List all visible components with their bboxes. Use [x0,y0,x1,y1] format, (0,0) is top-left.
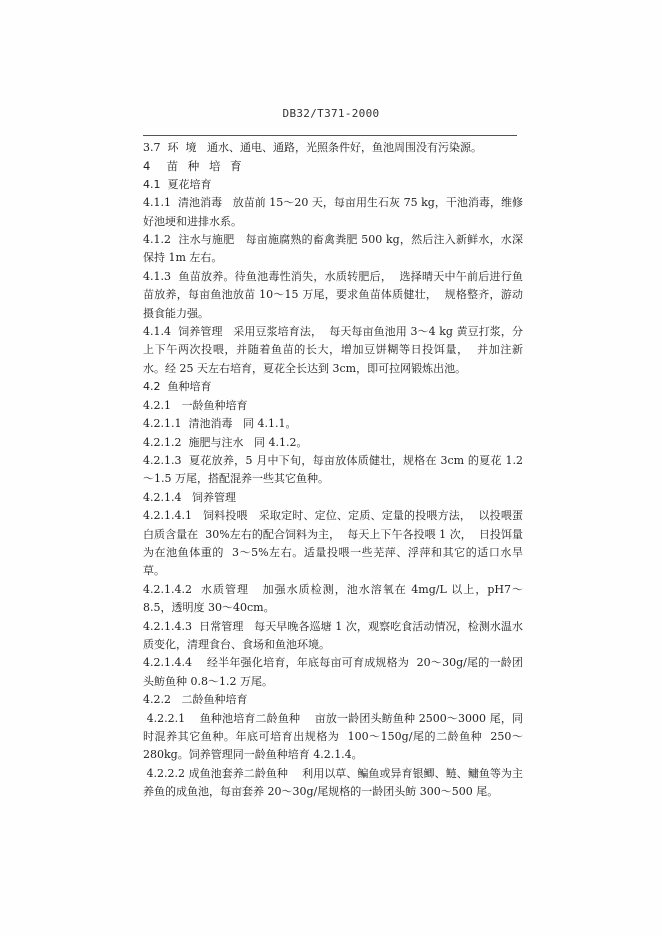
paragraph-4-2-1-1: 4.2.1.1 清池消毒 同 4.1.1。 [143,417,297,431]
document-header-id: DB32/T371-2000 [282,107,380,120]
header-rule [143,135,517,136]
section-heading-4: 4 苗 种 培 育 [143,159,245,174]
paragraph-4-2-2-1: 4.2.2.1 鱼种池培育二龄鱼种 亩放一龄团头鲂鱼种 2500～3000 尾，同时混养其它鱼种。年底可培育出规格为 100～150g/尾的二龄鱼种 250～280kg。饲养管理同一龄鱼种培育 4.2.1.4。 [143,711,524,762]
paragraph-4-2-1-3: 4.2.1.3 夏花放养，5 月中下旬，每亩放体质健壮，规格在 3cm 的夏花 1.2～1.5 万尾，搭配混养一些其它鱼种。 [143,453,523,486]
paragraph-4-2-1-4: 4.2.1.4 饲养管理 [143,490,236,504]
paragraph-4-2-1-4-3: 4.2.1.4.3 日常管理 每天早晚各巡塘 1 次，观察吃食活动情况，检测水温水质变化，清理食台、食场和鱼池环境。 [143,619,523,651]
subsection-heading-4-1: 4.1 夏花培育 [143,177,212,191]
paragraph-4-2-1-4-4: 4.2.1.4.4 经半年强化培育，年底每亩可育成规格为 20～30g/尾的一龄团头鲂鱼种 0.8～1.2 万尾。 [143,656,523,688]
paragraph-4-2-1-2: 4.2.1.2 施肥与注水 同 4.1.2。 [143,435,308,449]
paragraph-4-1-1: 4.1.1 清池消毒 放苗前 15～20 天，每亩用生石灰 75 kg，干池消毒，维修好池埂和进排水系。 [143,196,523,228]
paragraph-4-2-2: 4.2.2 二龄鱼种培育 [143,693,248,707]
paragraph-4-1-4: 4.1.4 饲养管理 采用豆浆培育法， 每天每亩鱼池用 3～4 kg 黄豆打浆，分上下午两次投喂，并随着鱼苗的长大，增加豆饼糊等日投饵量， 并加注新水。经 25 天左右培育，夏花全长达到 3cm，即可拉网锻炼出池。 [143,325,523,375]
subsection-heading-4-2: 4.2 鱼种培育 [143,380,212,394]
paragraph-4-2-2-2: 4.2.2.2 成鱼池套养二龄鱼种 利用以草、鳊鱼或异育银鲫、鲢、鳙鱼等为主养鱼的成鱼池，每亩套养 20～30g/尾规格的一龄团头鲂 300～500 尾。 [143,766,523,799]
document-body [143,139,523,802]
paragraph-4-1-3: 4.1.3 鱼苗放养。待鱼池毒性消失，水质转肥后， 选择晴天中午前后进行鱼苗放养，每亩鱼池放苗 10～15 万尾，要求鱼苗体质健壮， 规格整齐，游动摄食能力强。 [143,269,523,320]
paragraph-4-2-1: 4.2.1 一龄鱼种培育 [143,398,248,412]
paragraph-4-2-1-4-1: 4.2.1.4.1 饲料投喂 采取定时、定位、定质、定量的投喂方法， 以投喂蛋白质含量在 30%左右的配合饲料为主， 每天上下午各投喂 1 次， 日投饵量为在池鱼体重的 3～5%左右。适量投喂一些芜萍、浮萍和其它的适口水旱草。 [143,509,523,578]
paragraph-4-2-1-4-2: 4.2.1.4.2 水质管理 加强水质检测，池水溶氧在 4mg/L 以上，pH7～8.5，透明度 30～40cm。 [143,582,523,615]
paragraph-4-1-2: 4.1.2 注水与施肥 每亩施腐熟的畜禽粪肥 500 kg，然后注入新鲜水，水深保持 1m 左右。 [143,233,523,265]
paragraph-3-7-environment: 3.7 环 境 通水、通电、通路，光照条件好，鱼池周围没有污染源。 [143,141,482,154]
